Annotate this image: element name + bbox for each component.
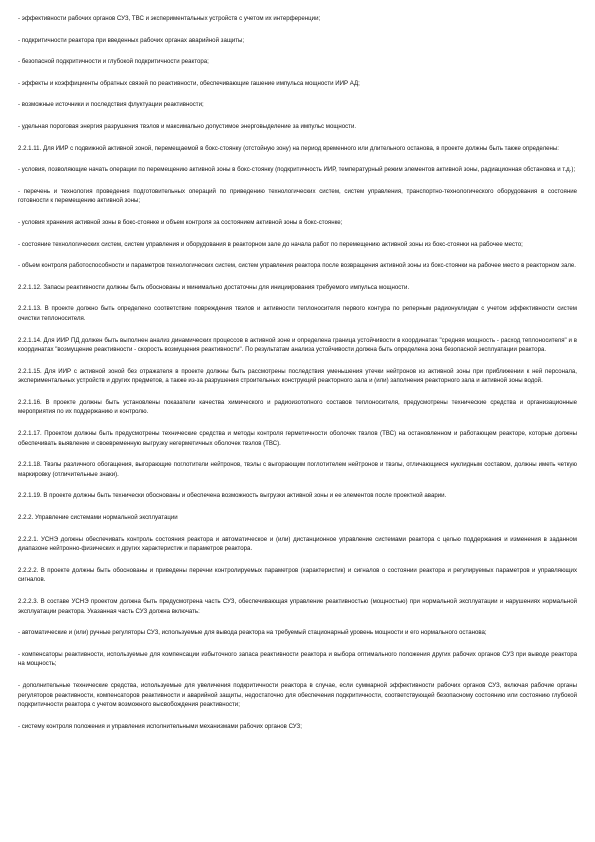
paragraph: - автоматические и (или) ручные регуляторы СУЗ, используемые для вывода реактора на требуемый стационарный уровень мощности и его нормального останова; [18,629,487,637]
section-paragraph: 2.2.1.14. Для ИИР ПД должен быть выполнен анализ динамических процессов в активной зоне и определена граница устойчивости в координатах "средняя мощность - расход теплоносителя" и в координатах "возмущение реактивности - скорость возмущения реактивности". По результатам анализа устойчивости должна быть определена зона безопасной эксплуатации реактора. [18,336,577,354]
section-paragraph: 2.2.2.2. В проекте должны быть обоснованы и приведены перечни контролируемых параметров (характеристик) и сигналов о состоянии реактора и регулируемых параметров и управляющих сигналов. [18,566,577,584]
section-paragraph: 2.2.1.18. Твэлы различного обогащения, выгорающие поглотители нейтронов, твэлы с выгорающим поглотителем нейтронов и твэлы, отличающиеся нуклидным составом, должны иметь четкую маркировку (отличительные знаки). [18,461,577,478]
section-paragraph: 2.2.1.17. Проектом должны быть предусмотрены технические средства и методы контроля герметичности оболочек твэлов (ТВС) на остановленном и работающем реакторе, которые должны обеспечивать выявление и своевременную выгрузку негерметичных оболочек твэлов (ТВС). [18,430,577,447]
section-heading: 2.2.2. Управление системами нормальной эксплуатации [18,514,178,522]
paragraph: - перечень и технология проведения подготовительных операций по приведению технологических систем, систем управления, транспортно-технологического оборудования в состояние готовности к перемещению активной зоны; [18,187,577,205]
section-paragraph: 2.2.1.15. Для ИИР с активной зоной без отражателя в проекте должны быть рассмотрены последствия уменьшения утечки нейтронов из активной зоны при приближении к ней персонала, экспериментальных устройств и других предметов, а также из-за разрушения строительных конструкций реакторного зала и (или) заполнения реакторного зала и активной зоны водой. [18,367,577,385]
section-paragraph: 2.2.1.12. Запасы реактивности должны быть обоснованы и минимально достаточны для инициирования требуемого импульса мощности. [18,283,410,291]
paragraph: - условия, позволяющие начать операции по перемещению активной зоны в бокс-стоянку (подкритичность ИИР, температурный режим элементов активной зоны, радиационная обстановка и т.д.); [18,166,576,174]
paragraph: - объем контроля работоспособности и параметров технологических систем, систем управления реактора после возвращения активной зоны из бокс-стоянки на рабочее место в реакторном зале. [18,262,576,270]
section-paragraph: 2.2.2.3. В составе УСНЭ проектом должна быть предусмотрена часть СУЗ, обеспечивающая управление реактивностью (мощностью) при нормальной эксплуатации и нарушениях нормальной эксплуатации реактора. Указанная часть СУЗ должна включать: [18,598,577,615]
section-paragraph: 2.2.1.11. Для ИИР с подвижной активной зоной, перемещаемой в бокс-стоянку (отстойную зону) на период временного или длительного останова, в проекте должны быть также определены: [18,144,559,152]
paragraph: - безопасной подкритичности и глубокой подкритичности реактора; [18,58,209,66]
paragraph: - состояние технологических систем, систем управления и оборудования в реакторном зале до начала работ по перемещению активной зоны из бокс-стоянки на рабочее место; [18,240,523,248]
paragraph: - возможные источники и последствия флуктуации реактивности; [18,101,204,109]
section-paragraph: 2.2.2.1. УСНЭ должны обеспечивать контроль состояния реактора и автоматическое и (или) дистанционное управление системами реактора с целью поддержания и изменения в заданном диапазоне нейтронно-физических и других характеристик и параметров реактора. [18,535,577,553]
paragraph: - компенсаторы реактивности, используемые для компенсации избыточного запаса реактивности реактора и выбора оптимального положения других рабочих органов СУЗ при выводе реактора на мощность; [18,650,577,668]
paragraph: - подкритичности реактора при введенных рабочих органах аварийной защиты; [18,36,245,44]
section-paragraph: 2.2.1.19. В проекте должны быть технически обоснованы и обеспечена возможность выгрузки активной зоны и ее элементов после проектной аварии. [18,492,447,500]
section-paragraph: 2.2.1.13. В проекте должно быть определено соответствие повреждения твэлов и активности теплоносителя первого контура по реперным радионуклидам с учетом эффективности систем очистки теплоносителя. [18,305,577,322]
paragraph: - удельная пороговая энергия разрушения твэлов и максимально допустимое энерговыделение за импульс мощности. [18,122,357,130]
paragraph: - систему контроля положения и управления исполнительными механизмами рабочих органов СУЗ; [18,722,302,730]
paragraph: - эффекты и коэффициенты обратных связей по реактивности, обеспечивающие гашение импульса мощности ИИР АД; [18,79,360,87]
paragraph: - дополнительные технические средства, используемые для увеличения подкритичности реактора в случае, если суммарной эффективности рабочих органов СУЗ, включая рабочие органы регуляторов реактивности, компенсаторов реактивности и аварийной защиты, недостаточно для обеспечения подкритичности, соответствующей безопасному состоянию или состоянию глубокой подкритичности реактора с учетом возможного высвобождения реактивности; [18,681,577,709]
paragraph: - условия хранения активной зоны в бокс-стоянке и объем контроля за состоянием активной зоны в бокс-стоянке; [18,218,343,226]
paragraph: - эффективности рабочих органов СУЗ, ТВС и экспериментальных устройств с учетом их интерференции; [18,15,321,22]
section-paragraph: 2.2.1.16. В проекте должны быть установлены показатели качества химического и радиоизотопного составов теплоносителя, предусмотрены технические средства и организационные мероприятия по их поддержанию и контролю. [18,398,577,416]
